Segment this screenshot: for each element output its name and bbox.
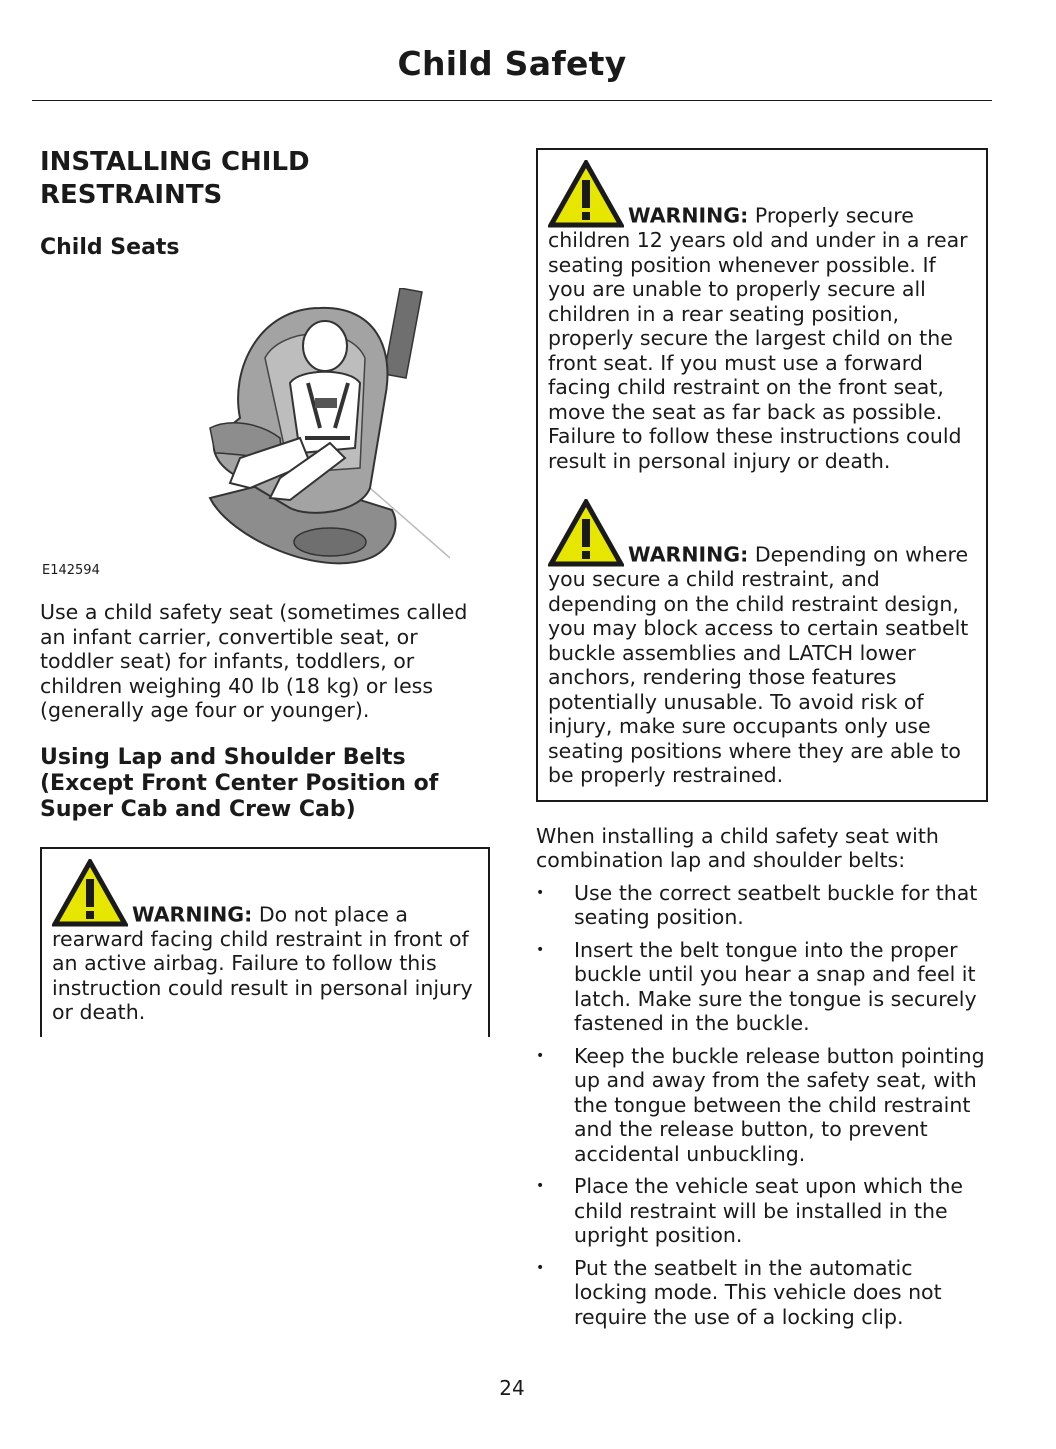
page-title: Child Safety bbox=[397, 44, 627, 83]
bullet-icon: • bbox=[536, 1178, 545, 1194]
title-divider bbox=[32, 100, 992, 101]
list-item: • Keep the buckle release button pointing up and away from the safety seat, with the tongue between the child restraint and the release button, to prevent accidental unbuckling. bbox=[536, 1043, 985, 1166]
bullet-icon: • bbox=[536, 884, 545, 901]
subheading-lap-shoulder-belts: Using Lap and Shoulder Belts (Except Front Center Position of Super Cab and Crew Cab) bbox=[40, 744, 439, 822]
warning-text: Properly secure children 12 years old and under in a rear seating position whenever possible. If you are unable to properly secure all children in a rear seating position, properly secure the largest child on the front seat. If you must use a forward facing child restraint on the front seat, move the seat as far back as possible. Failure to follow these instructions could result in personal injury or death. bbox=[548, 203, 968, 473]
bullet-icon: • bbox=[536, 1259, 545, 1276]
warning-triangle-icon bbox=[548, 499, 624, 567]
warning-box-rear-seating bbox=[536, 148, 988, 802]
page-number: 24 bbox=[499, 1376, 525, 1400]
bullet-icon: • bbox=[536, 1047, 545, 1064]
installation-steps-list bbox=[536, 881, 986, 1330]
subheading-child-seats: Child Seats bbox=[40, 235, 180, 260]
figure-code: E142594 bbox=[42, 563, 100, 578]
warning-text: Depending on where you secure a child restraint, and depending on the child restraint design, you may block access to certain seatbelt buckle assemblies and LATCH lower anchors, rendering those features potentially unusable. To avoid risk of injury, make sure occupants only use seating positions where they are able to be properly restrained. bbox=[548, 542, 969, 787]
warning-box-airbag bbox=[40, 847, 490, 1037]
child-seat-figure bbox=[40, 288, 490, 588]
install-intro: When installing a child safety seat with combination lap and shoulder belts: bbox=[536, 823, 939, 872]
section-heading: INSTALLING CHILD RESTRAINTS bbox=[40, 147, 310, 210]
list-item: • Insert the belt tongue into the proper buckle until you hear a snap and feel it latch. Make sure the tongue is securely fastened in the buckle. bbox=[536, 937, 977, 1035]
right-column bbox=[536, 148, 986, 1337]
list-item: • Put the seatbelt in the automatic locking mode. This vehicle does not require the use of a locking clip. bbox=[536, 1255, 942, 1329]
bullet-icon: • bbox=[536, 941, 545, 958]
child-seat-illustration bbox=[170, 288, 450, 578]
left-column bbox=[40, 146, 490, 1037]
warning-label: WARNING: bbox=[628, 203, 749, 228]
list-item: • Place the vehicle seat upon which the child restraint will be installed in the upright position. bbox=[536, 1174, 964, 1247]
warning-triangle-icon bbox=[52, 859, 128, 927]
warning-text: Do not place a rearward facing child restraint in front of an active airbag. Failure to follow this instruction could result in personal injury or death. bbox=[52, 902, 473, 1024]
intro-paragraph: Use a child safety seat (sometimes called an infant carrier, convertible seat, or toddler seat) for infants, toddlers, or children weighing 40 lb (18 kg) or less (generally age four or younger). bbox=[40, 600, 468, 722]
warning-triangle-icon bbox=[548, 160, 624, 228]
warning-label: WARNING: bbox=[628, 542, 749, 567]
warning-label: WARNING: bbox=[132, 902, 253, 926]
list-item: • Use the correct seatbelt buckle for that seating position. bbox=[536, 880, 978, 929]
